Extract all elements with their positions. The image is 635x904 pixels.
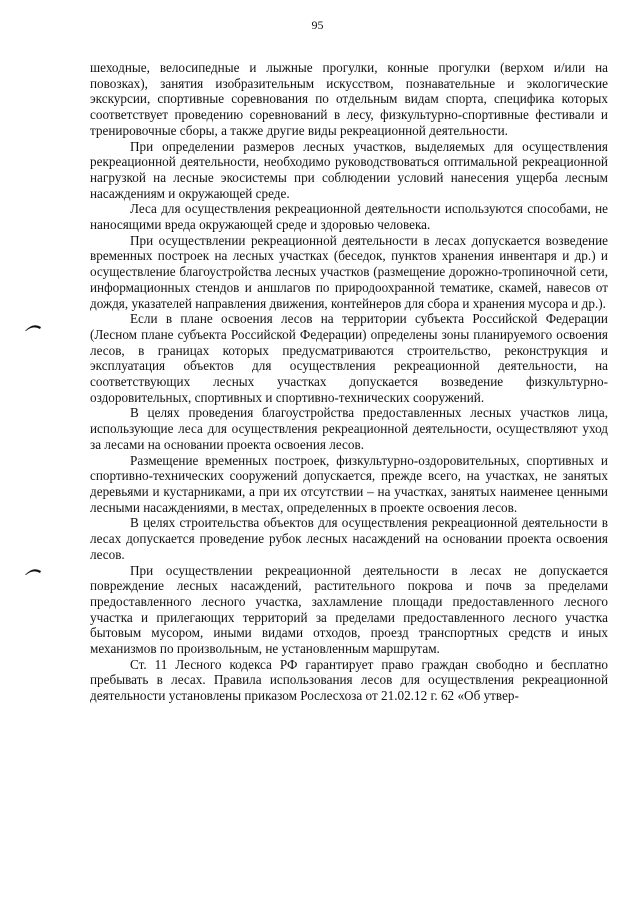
paragraph-2: При определении размеров лесных участков, выделяемых для осуществления рекреационной деятельности, необходимо руководствоваться оптимальной рекреационной нагрузкой на лесные экосистемы при соблюдении условий нанесения ущерба лесным насаждениям и окружающей среде. [90,138,608,201]
page-number: 95 [311,18,324,32]
paragraph-8: В целях строительства объектов для осуществления рекреационной деятельности в лесах допускается проведение рубок лесных насаждений на основании проекта освоения лесов. [90,515,608,562]
paragraph-10: Ст. 11 Лесного кодекса РФ гарантирует право граждан свободно и бесплатно пребывать в лесах. Правила использования лесов для осуществления рекреационной деятельности установлены приказом Рослесхоза от 21.02.12 г. 62 «Об утвер- [90,656,608,704]
paragraph-1: шеходные, велосипедные и лыжные прогулки, конные прогулки (верхом и/или на повозках), занятия изобразительным искусством, познавательные и экологические экскурсии, спортивные соревнования по отдельным видам спорта, специфика которых соответствует проведению соревнований в лесу, физкультурно-спортивные фестивали и тренировочные сборы, а также другие виды рекреационной деятельности. [90,60,608,138]
paragraph-3: Леса для осуществления рекреационной деятельности используются способами, не наносящими вреда окружающей среде и здоровью человека. [90,201,608,233]
document-body [90,60,608,704]
paragraph-6: В целях проведения благоустройства предоставленных лесных участков лица, использующие леса для осуществления рекреационной деятельности, осуществляют уход за лесами на основании проекта освоения лесов. [90,405,608,452]
paragraph-7: Размещение временных построек, физкультурно-оздоровительных, спортивных и спортивно-технических сооружений допускается, прежде всего, на участках, не занятых деревьями и кустарниками, а при их отсутствии – на участках, занятых наименее ценными лесными насаждениями, в местах, определенных в проекте освоения лесов. [90,452,608,515]
binder-hole-mark-bottom [24,566,42,576]
paragraph-9: При осуществлении рекреационной деятельности в лесах не допускается повреждение лесных насаждений, растительного покрова и почв за пределами предоставленного лесного участка, захламление площади предоставленного лесного участка и прилегающих территорий за пределами предоставленного лесного участка бытовым мусором, иными видами отходов, проезд транспортных средств и иных механизмов по произвольным, не установленным маршрутам. [90,562,608,657]
binder-hole-mark-top [24,322,42,332]
paragraph-4: При осуществлении рекреационной деятельности в лесах допускается возведение временных построек на лесных участках (беседок, пунктов хранения инвентаря и др.) и осуществление благоустройства лесных участков (размещение дорожно-тропиночной сети, информационных стендов и аншлагов по природоохранной тематике, скамей, навесов от дождя, указателей направления движения, контейнеров для сбора и хранения мусора и др.). [90,232,608,311]
paragraph-5: Если в плане освоения лесов на территории субъекта Российской Федерации (Лесном плане субъекта Российской Федерации) определены зоны планируемого освоения лесов, в границах которых предусматриваются строительство, реконструкция и эксплуатация объектов для осуществления рекреационной деятельности, на соответствующих лесных участках допускается возведение физкультурно-оздоровительных, спортивных и спортивно-технических сооружений. [90,311,608,405]
